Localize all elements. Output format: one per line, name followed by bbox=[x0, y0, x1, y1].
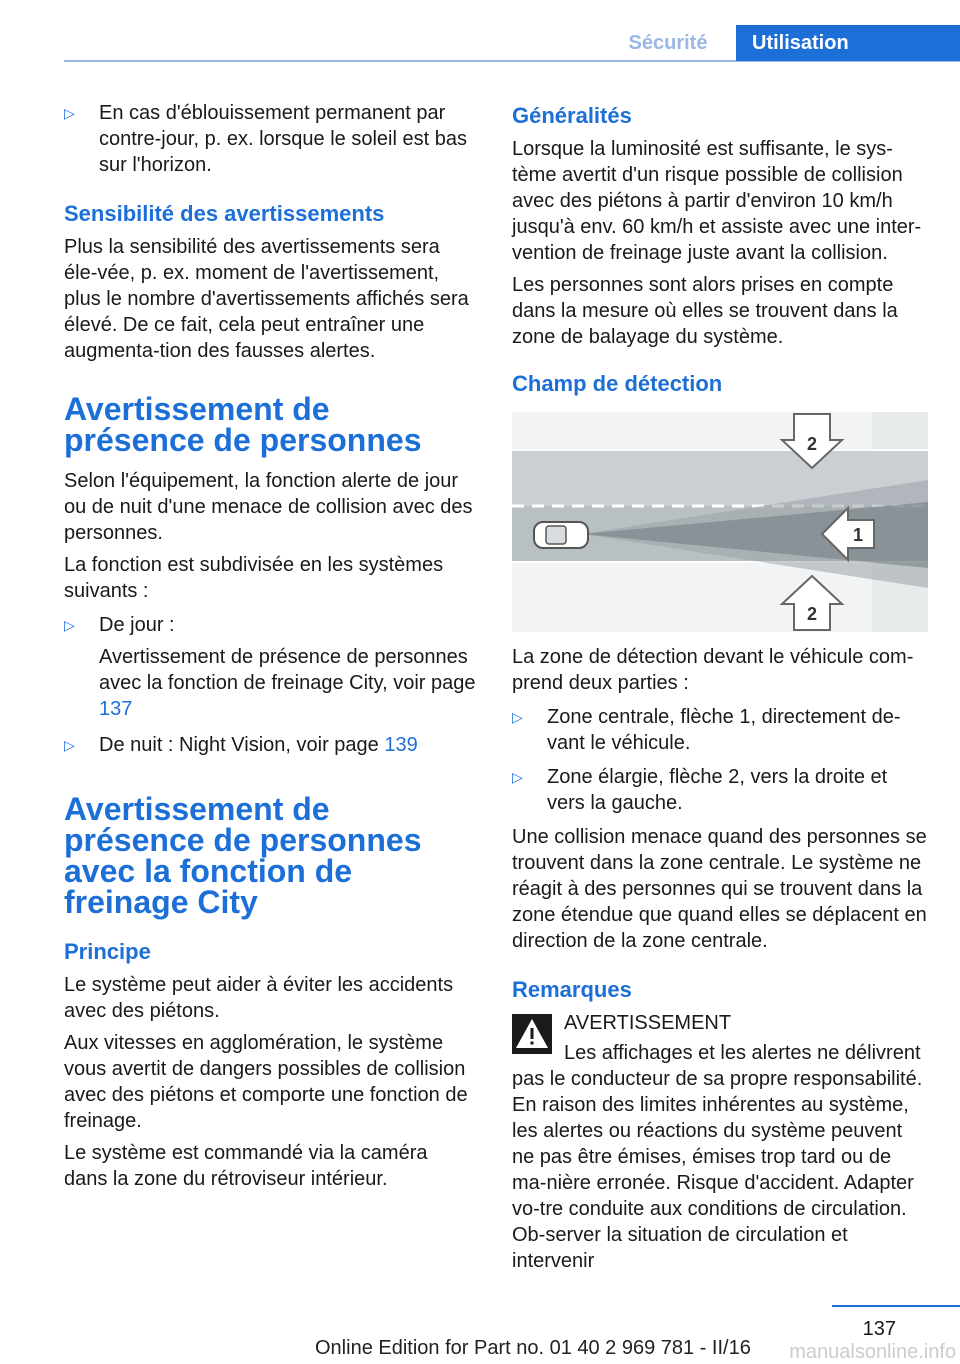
arrow-top-label: 2 bbox=[806, 434, 818, 454]
right-column bbox=[512, 100, 928, 1280]
paragraph: Aux vitesses en agglomération, le système vous avertit de dangers possibles de collision avec des piétons et comporte une fonction de freinage. bbox=[64, 1032, 468, 1132]
list-item bbox=[512, 704, 928, 756]
detection-zone-figure bbox=[512, 412, 928, 632]
paragraph: Le système est commandé via la caméra dans la zone du rétroviseur intérieur. bbox=[64, 1142, 428, 1190]
bullet-detail-text: Avertissement de présence de personnes avec la fonction de freinage City, voir page bbox=[99, 646, 476, 694]
paragraph: La fonction est subdivisée en les systèmes suivants : bbox=[64, 554, 444, 602]
bullet-text: En cas d'éblouissement permanent par contre-jour, p. ex. lorsque le soleil est bas sur l'horizon. bbox=[99, 102, 467, 176]
list-item bbox=[64, 612, 476, 638]
paragraph: Selon l'équipement, la fonction alerte de jour ou de nuit d'une menace de collision avec des personnes. bbox=[64, 470, 473, 544]
bullet-text: Zone élargie, flèche 2, vers la droite et vers la gauche. bbox=[547, 766, 888, 814]
warning-text-content: Les affichages et les alertes ne délivrent pas le conducteur de sa propre responsabilité. En raison des limites inhérentes au système, les alertes ou réactions du système peuvent ne pas être émises, émises trop tard ou de ma-nière erronée. Risque d'accident. Adapter vo-tre conduite aux conditions de circulation. Ob-server la situation de circulation et intervenir bbox=[512, 1042, 923, 1272]
paragraph: Une collision menace quand des personnes se trouvent dans la zone centrale. Le système ne réagit à des personnes qui se trouvent dans la zone étendue que quand elles se déplacent en direction de la zone centrale. bbox=[512, 826, 927, 952]
triangle-right-icon: ▷ bbox=[512, 769, 523, 785]
heading-sensibilite: Sensibilité des avertissements bbox=[64, 201, 385, 226]
triangle-right-icon: ▷ bbox=[64, 737, 75, 753]
arrow-center-label: 1 bbox=[852, 525, 864, 545]
page-number: 137 bbox=[862, 1318, 896, 1340]
heading-presence: Avertissement de présence de personnes bbox=[64, 391, 422, 458]
heading-generalites: Généralités bbox=[512, 103, 632, 128]
triangle-right-icon: ▷ bbox=[64, 105, 75, 121]
list-item bbox=[512, 764, 928, 816]
paragraph: Plus la sensibilité des avertissements sera éle-vée, p. ex. moment de l'avertissement, plus le nombre d'avertissements affichés sera élevé. De ce fait, cela peut entraîner une augmenta-tion des fausses alertes. bbox=[64, 236, 469, 362]
triangle-right-icon: ▷ bbox=[512, 709, 523, 725]
warning-text bbox=[512, 1040, 928, 1274]
heading-principe: Principe bbox=[64, 939, 151, 964]
heading-remarques: Remarques bbox=[512, 977, 632, 1002]
car-icon bbox=[534, 522, 588, 548]
paragraph: Le système peut aider à éviter les accidents avec des piétons. bbox=[64, 974, 454, 1022]
edition-note: Online Edition for Part no. 01 40 2 969 781 - II/16 bbox=[315, 1337, 751, 1359]
paragraph: Lorsque la luminosité est suffisante, le sys-tème avertit d'un risque possible de collision avec des piétons à partir d'environ 10 km/h jusqu'à env. 60 km/h et assiste avec une inter-vention de freinage juste avant la collision. bbox=[512, 138, 922, 264]
paragraph: Les personnes sont alors prises en compte dans la mesure où elles se trouvent dans la zone de balayage du système. bbox=[512, 274, 898, 348]
list-item bbox=[64, 732, 476, 758]
footer-rule bbox=[832, 1305, 960, 1307]
left-column bbox=[64, 100, 476, 1198]
heading-city: Avertissement de présence de personnes avec la fonction de freinage City bbox=[64, 791, 422, 920]
tab-securite[interactable]: Sécurité bbox=[628, 32, 708, 54]
watermark: manualsonline.info bbox=[789, 1341, 956, 1363]
warning-block bbox=[512, 1010, 928, 1036]
warning-title: AVERTISSEMENT bbox=[564, 1012, 732, 1034]
triangle-right-icon: ▷ bbox=[64, 617, 75, 633]
bullet-text: Zone centrale, flèche 1, directement de-vant le véhicule. bbox=[547, 706, 901, 754]
tab-utilisation[interactable]: Utilisation bbox=[736, 25, 960, 61]
bullet-detail bbox=[99, 644, 476, 722]
paragraph: La zone de détection devant le véhicule com-prend deux parties : bbox=[512, 646, 914, 694]
arrow-bottom-label: 2 bbox=[806, 604, 818, 624]
warning-triangle-icon bbox=[512, 1014, 552, 1054]
list-item bbox=[64, 100, 476, 178]
heading-champ: Champ de détection bbox=[512, 371, 723, 396]
bullet-text: De jour : bbox=[99, 614, 175, 636]
page-link[interactable]: 139 bbox=[384, 734, 418, 756]
bullet-text: De nuit : Night Vision, voir page bbox=[99, 734, 385, 756]
page-link[interactable]: 137 bbox=[99, 698, 133, 720]
